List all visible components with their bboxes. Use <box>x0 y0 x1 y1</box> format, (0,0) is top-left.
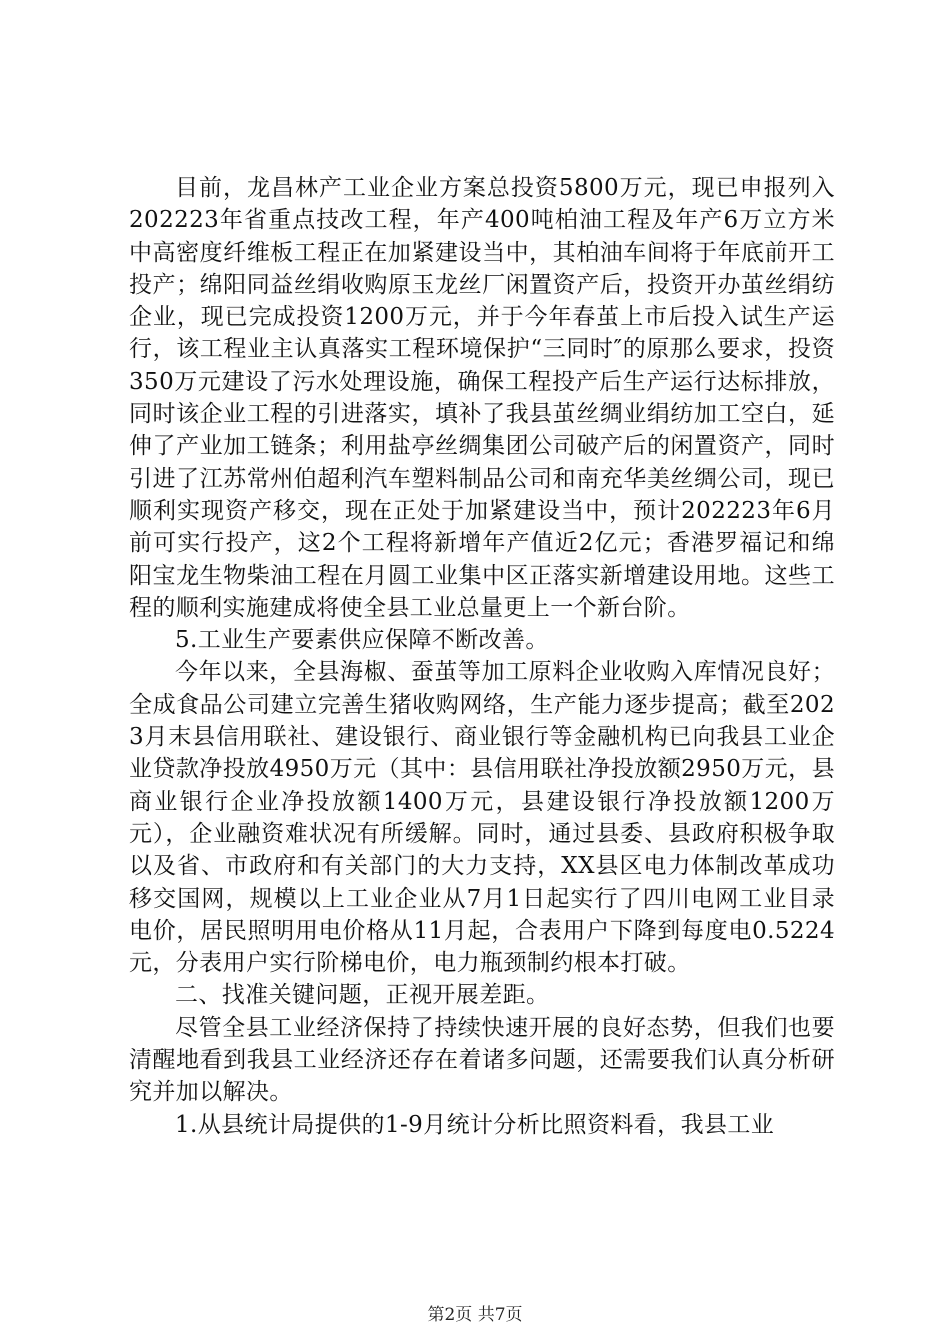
document-body <box>129 172 835 1141</box>
paragraph-heading-production-factors: 5.工业生产要素供应保障不断改善。 <box>175 627 549 654</box>
page-number-footer: 第2页 共7页 <box>427 1305 523 1325</box>
paragraph-statistics-start: 1.从县统计局提供的1-9月统计分析比照资料看，我县工业 <box>175 1111 775 1138</box>
paragraph-heading-key-problems: 二、找准关键问题，正视开展差距。 <box>175 982 550 1009</box>
paragraph-production-factors: 今年以来，全县海椒、蚕茧等加工原料企业收购入库情况良好；全成食品公司建立完善生猪收购网络，生产能力逐步提高；截至2023月末县信用联社、建设银行、商业银行等金融机构已向我县工业企业贷款净投放4950万元（其中：县信用联社净投放额2950万元，县商业银行企业净投放额1400万元，县建设银行净投放额1200万元），企业融资难状况有所缓解。同时，通过县委、县政府积极争取以及省、市政府和有关部门的大力支持，XX县区电力体制改革成功移交国网，规模以上工业企业从7月1日起实行了四川电网工业目录电价，居民照明用电价格从11月起，合表用户下降到每度电0.5224元，分表用户实行阶梯电价，电力瓶颈制约根本打破。 <box>129 659 835 977</box>
paragraph-problems-intro: 尽管全县工业经济保持了持续快速开展的良好态势，但我们也要清醒地看到我县工业经济还存在着诸多问题，还需要我们认真分析研究并加以解决。 <box>129 1014 835 1106</box>
paragraph-industrial-projects: 目前，龙昌林产工业企业方案总投资5800万元，现已申报列入202223年省重点技改工程，年产400吨柏油工程及年产6万立方米中高密度纤维板工程正在加紧建设当中，其柏油车间将于年底前开工投产；绵阳同益丝绢收购原玉龙丝厂闲置资产后，投资开办茧丝绢纺企业，现已完成投资1200万元，并于今年春茧上市后投入试生产运行，该工程业主认真落实工程环境保护“三同时″的原那么要求，投资350万元建设了污水处理设施，确保工程投产后生产运行达标排放，同时该企业工程的引进落实，填补了我县茧丝绸业绢纺加工空白，延伸了产业加工链条；利用盐亭丝绸集团公司破产后的闲置资产，同时引进了江苏常州伯超利汽车塑料制品公司和南充华美丝绸公司，现已顺利实现资产移交，现在正处于加紧建设当中，预计202223年6月前可实行投产，这2个工程将新增年产值近2亿元；香港罗福记和绵阳宝龙生物柴油工程在月圆工业集中区正落实新增建设用地。这些工程的顺利实施建成将使全县工业总量更上一个新台阶。 <box>129 175 835 621</box>
